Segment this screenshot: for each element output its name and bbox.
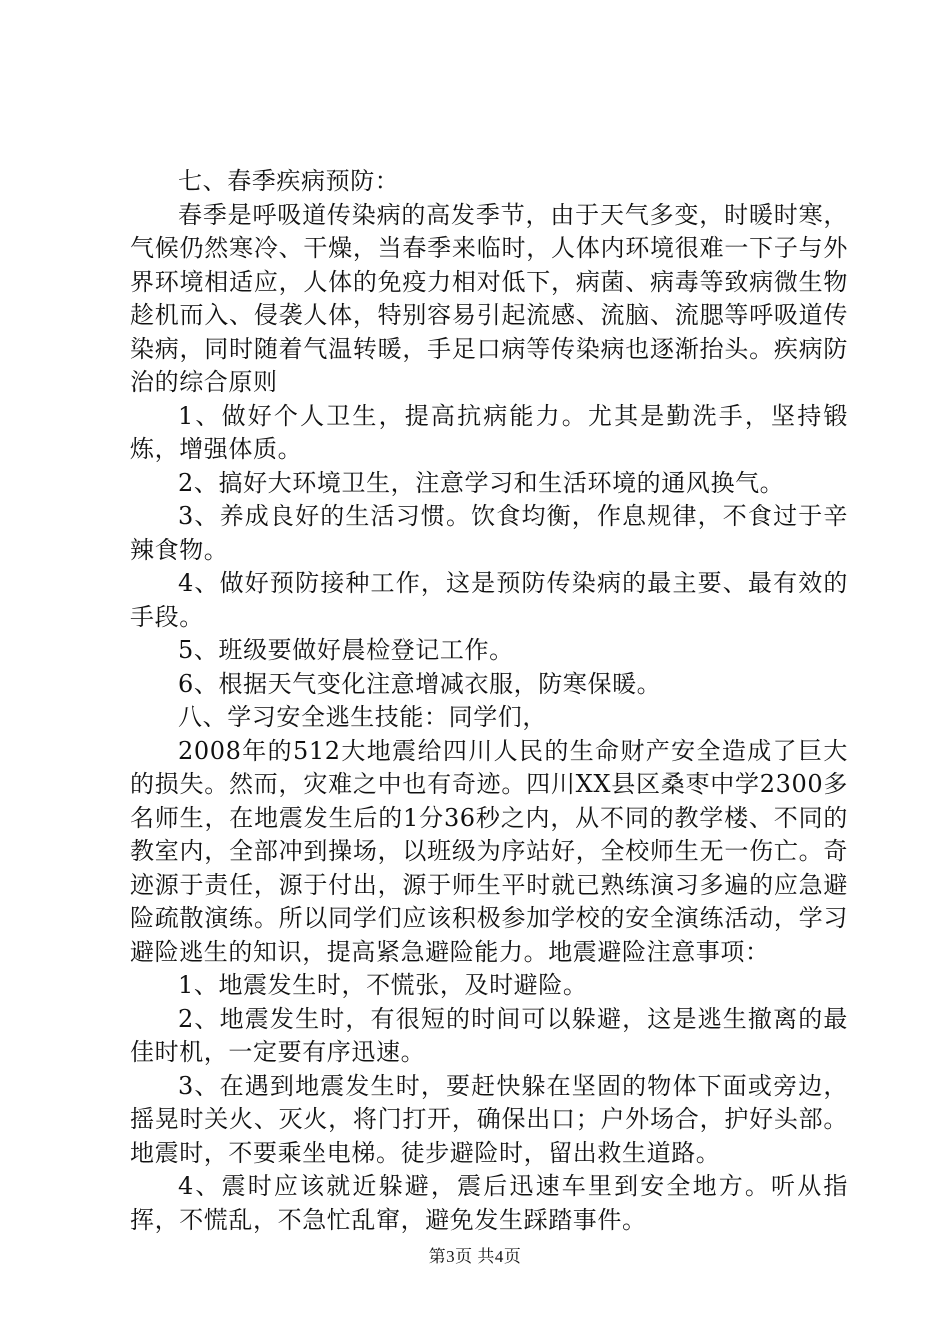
list-item-vaccination: 4、做好预防接种工作，这是预防传染病的最主要、最有效的手段。 <box>130 569 848 631</box>
list-item-hygiene: 1、做好个人卫生，提高抗病能力。尤其是勤洗手，坚持锻炼，增强体质。 <box>130 401 848 463</box>
list-item-short-time: 2、地震发生时，有很短的时间可以躲避，这是逃生撤离的最佳时机，一定要有序迅速。 <box>130 1004 848 1066</box>
list-item-clothing: 6、根据天气变化注意增减衣服，防寒保暖。 <box>178 669 662 698</box>
list-item-morning-check: 5、班级要做好晨检登记工作。 <box>178 636 514 664</box>
list-item-no-panic: 1、地震发生时，不慌张，及时避险。 <box>178 971 588 999</box>
paragraph-earthquake-story: 2008年的512大地震给四川人民的生命财产安全造成了巨大的损失。然而，灾难之中也有奇迹。四川XX县区桑枣中学2300多名师生，在地震发生后的1分36秒之内，从不同的教学楼、不同的教室内，全部冲到操场，以班级为序站好，全校师生无一伤亡。奇迹源于责任，源于付出，源于师生平时就已熟练演习多遍的应急避险疏散演练。所以同学们应该积极参加学校的安全演练活动，学习避险逃生的知识，提高紧急避险能力。地震避险注意事项： <box>130 736 848 966</box>
list-item-nearby-shelter: 4、震时应该就近躲避，震后迅速车里到安全地方。听从指挥，不慌乱，不急忙乱窜，避免发生踩踏事件。 <box>130 1172 848 1234</box>
list-item-environment: 2、搞好大环境卫生，注意学习和生活环境的通风换气。 <box>178 468 785 497</box>
list-item-habits: 3、养成良好的生活习惯。饮食均衡，作息规律，不食过于辛辣食物。 <box>130 502 848 564</box>
section-heading-spring-disease: 七、春季疾病预防： <box>178 167 400 195</box>
list-item-take-cover: 3、在遇到地震发生时，要赶快躲在坚固的物体下面或旁边，摇晃时关火、灭火，将门打开，确保出口；户外场合，护好头部。地震时，不要乘坐电梯。徒步避险时，留出救生道路。 <box>130 1071 848 1167</box>
page-number-footer: 第3页 共4页 <box>428 1247 522 1266</box>
section-heading-escape-skills: 八、学习安全逃生技能：同学们， <box>178 703 547 731</box>
paragraph-spring-intro: 春季是呼吸道传染病的高发季节，由于天气多变，时暖时寒，气候仍然寒冷、干燥，当春季来临时，人体内环境很难一下子与外界环境相适应，人体的免疫力相对低下，病菌、病毒等致病微生物趁机而入、侵袭人体，特别容易引起流感、流脑、流腮等呼吸道传染病，同时随着气温转暖，手足口病等传染病也逐渐抬头。疾病防治的综合原则 <box>130 200 848 396</box>
document-body <box>130 165 848 1237</box>
